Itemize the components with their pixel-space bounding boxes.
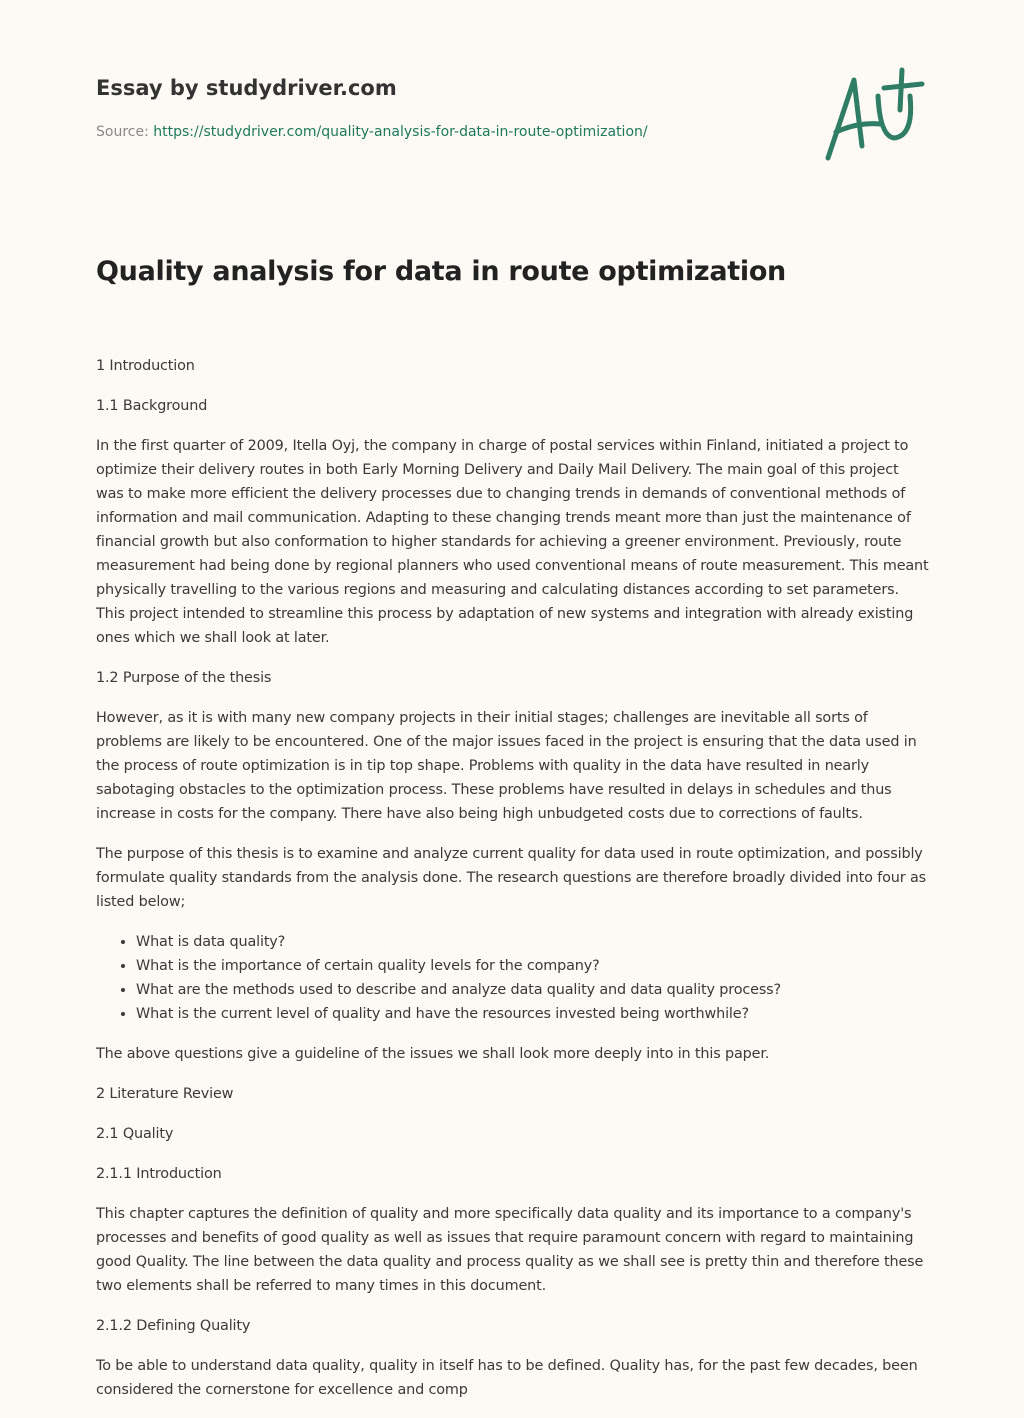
list-item: • What is the current level of quality and have the resources invested being worthwhile? xyxy=(136,1002,930,1026)
section-heading: 1 Introduction xyxy=(96,358,195,374)
section-heading: 2.1.1 Introduction xyxy=(96,1166,222,1182)
paragraph: This chapter captures the definition of quality and more specifically data quality and its importance to a company's processes and benefits of good quality as well as issues that require paramount concern with regard to maintaining good Quality. The line between the data quality and process quality as we shall see is pretty thin and therefore these two elements shall be referred to many times in this document. xyxy=(96,1206,924,1294)
essay-body xyxy=(96,354,930,1418)
research-questions-list xyxy=(96,930,930,1026)
site-title: Essay by studydriver.com xyxy=(96,76,397,100)
paragraph: To be able to understand data quality, quality in itself has to be defined. Quality has, for the past few decades, been considered the cornerstone for excellence and comp xyxy=(96,1358,918,1398)
paragraph: The purpose of this thesis is to examine and analyze current quality for data used in route optimization, and possibly formulate quality standards from the analysis done. The research questions are therefore broadly divided into four as listed below; xyxy=(96,846,926,910)
essay-title: Quality analysis for data in route optimization xyxy=(96,256,786,287)
paragraph: However, as it is with many new company projects in their initial stages; challenges are inevitable all sorts of problems are likely to be encountered. One of the major issues faced in the project is ensuring that the data used in the process of route optimization is in tip top shape. Problems with quality in the data have resulted in nearly sabotaging obstacles to the optimization process. These problems have resulted in delays in schedules and thus increase in costs for the company. There have also being high unbudgeted costs due to corrections of faults. xyxy=(96,710,917,822)
source-link[interactable]: https://studydriver.com/quality-analysis-for-data-in-route-optimization/ xyxy=(153,124,648,140)
list-item: • What is data quality? xyxy=(136,930,930,954)
paragraph: In the first quarter of 2009, Itella Oyj, the company in charge of postal services within Finland, initiated a project to optimize their delivery routes in both Early Morning Delivery and Daily Mail Delivery. The main goal of this project was to make more efficient the delivery processes due to changing trends in demands of conventional methods of information and mail communication. Adapting to these changing trends meant more than just the maintenance of financial growth but also conformation to higher standards for achieving a greener environment. Previously, route measurement had being done by regional planners who used conventional means of route measurement. This meant physically travelling to the various regions and measuring and calculating distances according to set parameters. This project intended to streamline this process by adaptation of new systems and integration with already existing ones which we shall look at later. xyxy=(96,438,929,646)
section-heading: 2 Literature Review xyxy=(96,1086,234,1102)
section-heading: 1.1 Background xyxy=(96,398,208,414)
paragraph: The above questions give a guideline of the issues we shall look more deeply into in this paper. xyxy=(96,1046,770,1062)
section-heading: 2.1.2 Defining Quality xyxy=(96,1318,251,1334)
a-plus-logo xyxy=(818,66,928,166)
section-heading: 2.1 Quality xyxy=(96,1126,174,1142)
section-heading: 1.2 Purpose of the thesis xyxy=(96,670,272,686)
source-label: Source: xyxy=(96,124,154,140)
list-item: • What are the methods used to describe and analyze data quality and data quality process? xyxy=(136,978,930,1002)
list-item: • What is the importance of certain quality levels for the company? xyxy=(136,954,930,978)
source-line xyxy=(96,124,648,140)
